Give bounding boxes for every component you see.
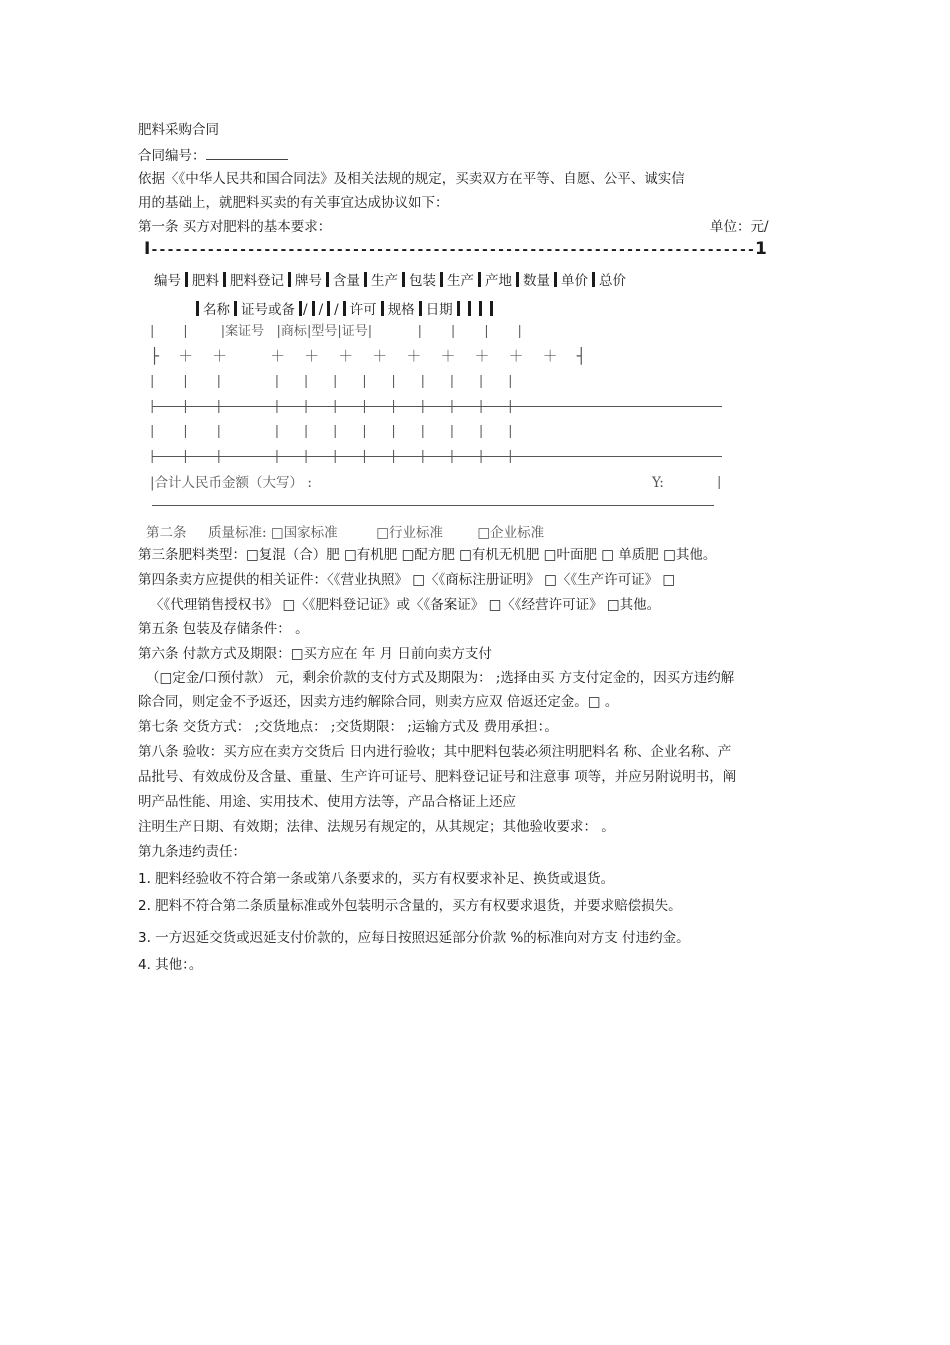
header-cell: 名称	[203, 302, 230, 318]
checkbox-industry-standard[interactable]: □行业标准	[376, 525, 443, 541]
article-6-line-3: 除合同，则定金不予返还，因卖方违约解除合同，则卖方应双 倍返还定金。□ 。	[138, 694, 619, 710]
header-cell: 许可	[349, 302, 377, 318]
article-8-line-4: 注明生产日期、有效期；法律、法规另有规定的，从其规定；其他验收要求： 。	[138, 819, 615, 835]
header-cell: /	[303, 302, 308, 318]
article-5: 第五条 包装及存储条件： 。	[138, 621, 309, 637]
header-cell: 含量	[333, 273, 360, 289]
header-cell: 证号或备	[241, 302, 295, 318]
table-top-border: I---------------------------------------------------------------------------1	[144, 239, 767, 259]
header-cell: /	[334, 302, 339, 318]
header-cell: 包装	[409, 273, 436, 289]
checkbox-national-standard[interactable]: □国家标准	[270, 525, 338, 541]
table-bottom-border	[152, 505, 714, 506]
header-cell: 产地	[485, 273, 512, 289]
document-title: 肥料采购合同	[138, 122, 219, 138]
sum-label: 合计人民币金额（大写）	[154, 475, 304, 491]
article-1-title: 第一条 买方对肥料的基本要求：	[138, 219, 332, 235]
list-item: 2. 肥料不符合第二条质量标准或外包装明示含量的，买方有权要求退货，并要求赔偿损失。	[138, 898, 682, 914]
header-cell: 肥料登记	[230, 273, 284, 289]
article-7: 第七条 交货方式： ;交货地点： ;交货期限： ;运输方式及 费用承担：。	[138, 719, 558, 735]
article-4-line-2: 〈《代理销售授权书》 □〈《肥料登记证》或〈《备案证》 □〈《经营许可证》 □其他。	[150, 597, 661, 613]
article-2-line: 第二条 质量标准: □国家标准 □行业标准 □企业标准	[146, 525, 545, 541]
list-item: 3. 一方迟延交货或迟延支付价款的，应每日按照迟延部分价款 %的标准向对方支 付违约金。	[138, 930, 690, 946]
table-data-row: | | | | | | | | | | | |	[150, 374, 513, 389]
header-cell: 编号	[154, 273, 181, 289]
table-data-row: | | | | | | | | | | | |	[150, 399, 513, 414]
article-8-line-2: 品批号、有效成份及含量、重量、生产许可证号、肥料登记证号和注意事 项等，并应另附说明书，阐	[138, 769, 737, 785]
table-data-row: | | | | | | | | | | | |	[150, 449, 513, 464]
list-item: 4. 其他：。	[138, 957, 203, 973]
header-cell: 日期	[425, 302, 453, 318]
contract-number-line	[138, 146, 288, 165]
article-9-title: 第九条违约责任：	[138, 844, 246, 860]
list-item: 1. 肥料经验收不符合第一条或第八条要求的，买方有权要求补足、换货或退货。	[138, 871, 615, 887]
article-8-line-1: 第八条 验收：买方应在卖方交货后 日内进行验收；其中肥料包装必须注明肥料名 称、企业名称、产	[138, 744, 732, 760]
article-3: 第三条肥料类型：□复混（合）肥 □有机肥 □配方肥 □有机无机肥 □叶面肥 □ 单质肥 □其他。	[138, 547, 717, 563]
header-cell: 单价	[561, 273, 588, 289]
table-sum-row: |合计人民币金额（大写） :	[150, 475, 312, 491]
unit-label: 单位：元/	[710, 219, 769, 235]
header-cell: 牌号	[295, 273, 322, 289]
header-cell: /	[318, 302, 324, 318]
article-6-line-1: 第六条 付款方式及期限：□买方应在 年 月 日前向卖方支付	[138, 646, 492, 662]
article-4-line-1: 第四条卖方应提供的相关证件：〈《营业执照》 □〈《商标注册证明》 □〈《生产许可证》 □	[138, 572, 676, 588]
contract-number-blank	[206, 146, 288, 160]
yen-label: Y:	[652, 475, 664, 491]
header-cell: 总价	[599, 273, 626, 289]
header-cell: 数量	[523, 273, 550, 289]
table-header-row-1	[154, 272, 626, 290]
table-divider-row: ├ ＋ ＋ ＋ ＋ ＋ ＋ ＋ ＋ ＋ ＋ ＋ ┤	[150, 347, 586, 365]
table-header-row-3: | | |案证号 |商标|型号|证号| | | | |	[150, 324, 522, 339]
contract-number-label: 合同编号：	[138, 148, 206, 164]
checkbox-enterprise-standard[interactable]: □企业标准	[477, 525, 545, 541]
table-data-row: | | | | | | | | | | | |	[150, 424, 513, 439]
header-cell: 规格	[387, 302, 415, 318]
intro-line-1: 依据〈《中华人民共和国合同法》及相关法规的规定，买卖双方在平等、自愿、公平、诚实信	[138, 171, 685, 187]
table-header-row-2	[192, 301, 497, 319]
article-6-line-2: （□定金/口预付款） 元，剩余价款的支付方式及期限为： ;选择由买 方支付定金的，因买方违约解	[146, 670, 735, 686]
header-cell: 生产	[447, 273, 474, 289]
intro-line-2: 用的基础上，就肥料买卖的有关事宜达成协议如下：	[138, 195, 449, 211]
header-cell: 生产	[371, 273, 398, 289]
header-cell: 肥料	[192, 273, 219, 289]
article-8-line-3: 明产品性能、用途、实用技术、使用方法等，产品合格证上还应	[138, 794, 516, 810]
